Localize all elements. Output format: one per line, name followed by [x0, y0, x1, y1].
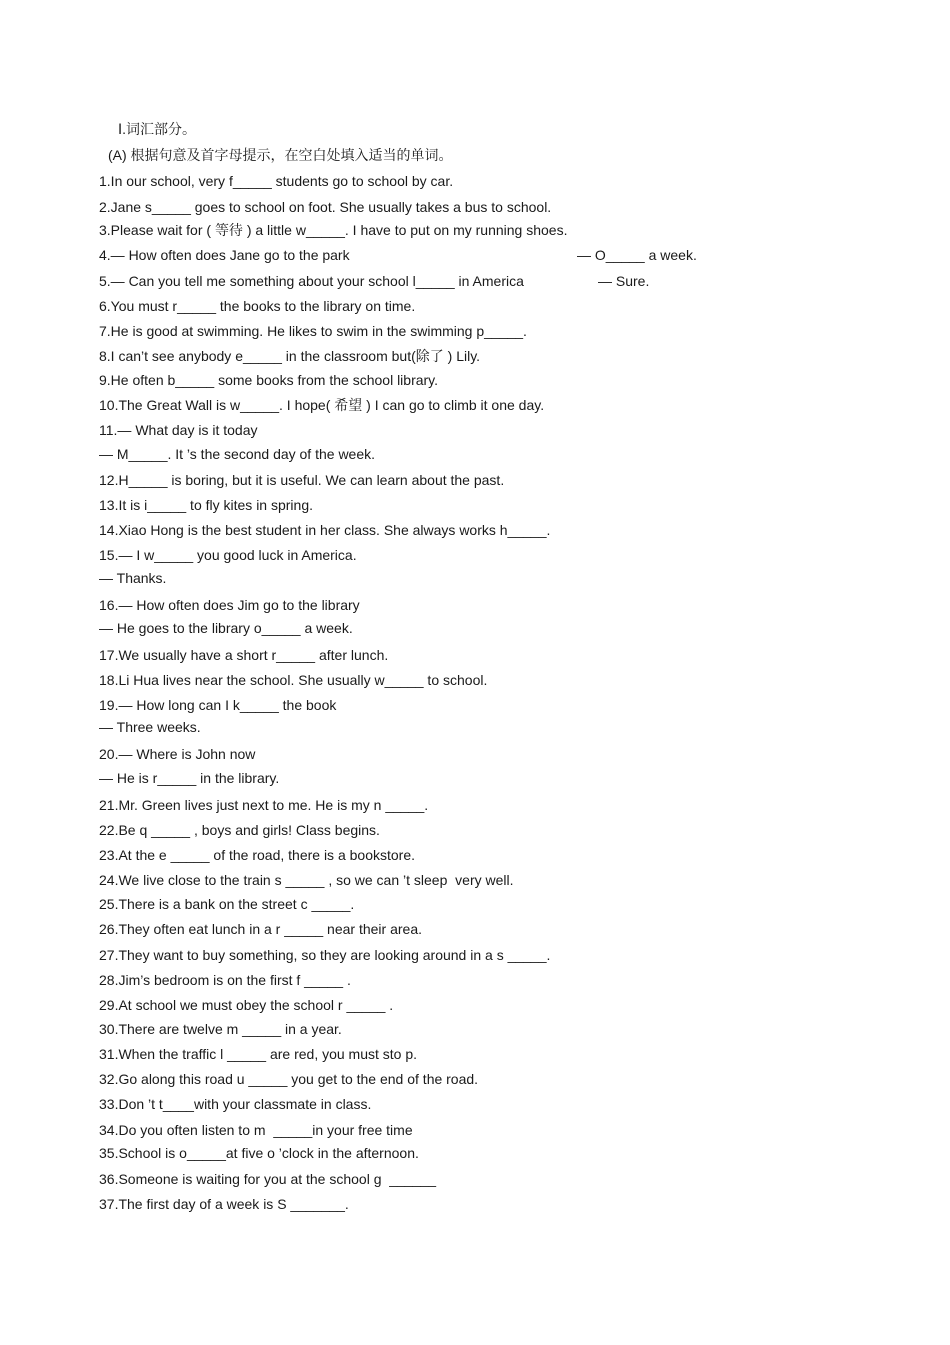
question-line: 12.H_____ is boring, but it is useful. We can learn about the past. [99, 472, 505, 488]
question-line: 26.They often eat lunch in a r _____ near their area. [99, 921, 422, 937]
question-line: 7.He is good at swimming. He likes to swim in the swimming p_____. [99, 323, 527, 339]
question-line: 21.Mr. Green lives just next to me. He is my n _____. [99, 797, 429, 813]
section-title: Ⅰ.词汇部分。 [118, 121, 197, 137]
question-line: 9.He often b_____ some books from the school library. [99, 372, 439, 388]
question-line: 20.— Where is John now [99, 746, 256, 762]
question-line: 18.Li Hua lives near the school. She usually w_____ to school. [99, 672, 488, 688]
question-line: 4.— How often does Jane go to the park [99, 247, 350, 263]
question-line: 15.— I w_____ you good luck in America. [99, 547, 357, 563]
question-line: 36.Someone is waiting for you at the school g ______ [99, 1171, 436, 1187]
question-line: 19.— How long can I k_____ the book [99, 697, 337, 713]
question-line: 22.Be q _____ , boys and girls! Class begins. [99, 822, 380, 838]
question-line: 29.At school we must obey the school r _____ . [99, 997, 394, 1013]
question-line: 25.There is a bank on the street c _____. [99, 896, 355, 912]
question-line: 16.— How often does Jim go to the library [99, 597, 360, 613]
question-line: 24.We live close to the train s _____ , so we can ’t sleep very well. [99, 872, 514, 888]
question-line: 23.At the e _____ of the road, there is a bookstore. [99, 847, 415, 863]
question-line: 28.Jim’s bedroom is on the first f _____ . [99, 972, 351, 988]
question-line: 31.When the traffic l _____ are red, you must sto p. [99, 1046, 418, 1062]
question-line: 10.The Great Wall is w_____. I hope( 希望 ) I can go to climb it one day. [99, 397, 545, 413]
question-line: 8.I can’t see anybody e_____ in the classroom but(除了 ) Lily. [99, 348, 481, 364]
question-line: 3.Please wait for ( 等待 ) a little w_____. I have to put on my running shoes. [99, 222, 568, 238]
question-line: 6.You must r_____ the books to the library on time. [99, 298, 416, 314]
instructions: (A) 根据句意及首字母提示，在空白处填入适当的单词。 [108, 147, 453, 163]
question-line: 2.Jane s_____ goes to school on foot. She usually takes a bus to school. [99, 199, 552, 215]
question-line: — He goes to the library o_____ a week. [99, 620, 353, 636]
question-line: — He is r_____ in the library. [99, 770, 280, 786]
question-line: 5.— Can you tell me something about your school l_____ in America [99, 273, 524, 289]
question-line: 33.Don ’t t____with your classmate in class. [99, 1096, 372, 1112]
question-line: 17.We usually have a short r_____ after lunch. [99, 647, 389, 663]
question-line: 34.Do you often listen to m _____in your free time [99, 1122, 413, 1138]
question-line: 27.They want to buy something, so they are looking around in a s _____. [99, 947, 551, 963]
question-5-answer: — Sure. [598, 273, 650, 289]
question-line: 30.There are twelve m _____ in a year. [99, 1021, 342, 1037]
question-line: 37.The first day of a week is S _______. [99, 1196, 349, 1212]
question-line: 14.Xiao Hong is the best student in her class. She always works h_____. [99, 522, 551, 538]
question-line: — M_____. It ’s the second day of the week. [99, 446, 376, 462]
question-line: 11.— What day is it today [99, 422, 258, 438]
question-4-answer: — O_____ a week. [577, 247, 697, 263]
question-line: 13.It is i_____ to fly kites in spring. [99, 497, 313, 513]
question-line: 1.In our school, very f_____ students go to school by car. [99, 173, 454, 189]
question-line: — Thanks. [99, 570, 167, 586]
question-line: — Three weeks. [99, 719, 201, 735]
question-line: 32.Go along this road u _____ you get to the end of the road. [99, 1071, 479, 1087]
question-line: 35.School is o_____at five o ’clock in the afternoon. [99, 1145, 419, 1161]
